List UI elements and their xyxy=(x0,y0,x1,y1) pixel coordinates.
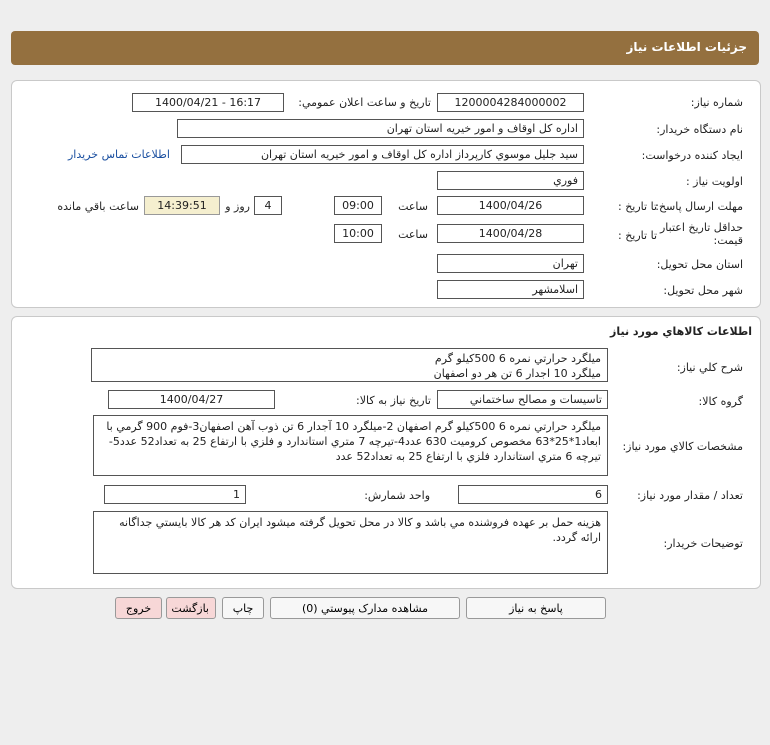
deadline-until-label: تا تاريخ : xyxy=(618,200,657,213)
buyer-label: نام دستگاه خريدار: xyxy=(656,123,743,136)
exit-button[interactable]: خروج xyxy=(115,597,162,619)
summary-label: شرح کلي نياز: xyxy=(676,361,743,374)
buyer-notes-field: هزينه حمل بر عهده فروشنده مي باشد و کالا در محل تحويل گرفته ميشود ايران کد هر کالا بايستي جداگانه ارائه گردد. xyxy=(93,511,608,574)
summary-line-2: ميلگرد 10 اجدار 6 تن هر دو اصفهان xyxy=(433,367,601,380)
announce-date-field: 1400/04/21 - 16:17 xyxy=(132,93,284,112)
creator-label: ايجاد کننده درخواست: xyxy=(641,149,743,162)
province-label: استان محل تحويل: xyxy=(656,258,743,271)
quantity-label: تعداد / مقدار مورد نياز: xyxy=(637,489,743,502)
summary-field xyxy=(91,348,608,382)
need-date-field: 1400/04/27 xyxy=(108,390,275,409)
unit-field: 1 xyxy=(104,485,246,504)
buyer-contact-link[interactable]: اطلاعات تماس خريدار xyxy=(68,148,170,161)
goods-group-label: گروه کالا: xyxy=(698,395,743,408)
need-date-label: تاريخ نياز به کالا: xyxy=(356,394,431,407)
remaining-label: ساعت باقي مانده xyxy=(57,200,139,213)
price-validity-label: حداقل تاريخ اعتبار قيمت: xyxy=(659,221,743,247)
deadline-time-field: 09:00 xyxy=(334,196,382,215)
quantity-field: 6 xyxy=(458,485,608,504)
view-attachments-button[interactable]: مشاهده مدارک پيوستي (0) xyxy=(270,597,460,619)
priority-field: فوري xyxy=(437,171,584,190)
validity-date-field: 1400/04/28 xyxy=(437,224,584,243)
province-field: تهران xyxy=(437,254,584,273)
goods-group-field: تاسيسات و مصالح ساختماني xyxy=(437,390,608,409)
remaining-time-field: 14:39:51 xyxy=(144,196,220,215)
summary-line-1: ميلگرد حرارتي نمره 6 500کيلو گرم xyxy=(434,352,601,365)
need-number-label: شماره نياز: xyxy=(690,96,743,109)
page-header xyxy=(11,31,759,65)
creator-field: سيد جليل موسوي کارپرداز اداره کل اوقاف و امور خيريه استان تهران xyxy=(181,145,584,164)
deadline-date-field: 1400/04/26 xyxy=(437,196,584,215)
goods-section-title: اطلاعات کالاهاي مورد نياز xyxy=(610,325,752,338)
need-details-panel xyxy=(11,80,761,308)
deadline-time-label: ساعت xyxy=(398,200,428,213)
need-number-field: 1200004284000002 xyxy=(437,93,584,112)
remaining-days-field: 4 xyxy=(254,196,282,215)
buyer-field: اداره کل اوقاف و امور خيريه استان تهران xyxy=(177,119,584,138)
specs-field: ميلگرد حرارتي نمره 6 500کيلو گرم اصفهان 2-ميلگرد 10 آجدار 6 تن ذوب آهن اصفهان3-فوم 900 گرمي با ابعاد1*25*63 مخصوص کروميت 630 عدد4-تيرچه 7 متري استاندارد و فلزي با ارتفاع 25 به تعداد52 عدد5-تيرچه 6 متري استاندارد فلزي با ارتفاع 25 به تعداد52 عدد xyxy=(93,415,608,476)
city-label: شهر محل تحويل: xyxy=(663,284,743,297)
reply-to-need-button[interactable]: پاسخ به نياز xyxy=(466,597,606,619)
unit-label: واحد شمارش: xyxy=(364,489,430,502)
specs-label: مشخصات کالاي مورد نياز: xyxy=(622,440,743,453)
priority-label: اولويت نياز : xyxy=(685,175,743,188)
print-button[interactable]: چاپ xyxy=(222,597,264,619)
days-label: روز و xyxy=(225,200,250,213)
page-title: جزئيات اطلاعات نياز xyxy=(626,40,747,54)
announce-date-label: تاريخ و ساعت اعلان عمومي: xyxy=(298,96,431,109)
deadline-label: مهلت ارسال پاسخ: xyxy=(655,200,743,213)
buyer-notes-label: توضيحات خريدار: xyxy=(663,537,743,550)
back-button[interactable]: بازگشت xyxy=(166,597,216,619)
validity-time-field: 10:00 xyxy=(334,224,382,243)
validity-time-label: ساعت xyxy=(398,228,428,241)
validity-until-label: تا تاريخ : xyxy=(618,229,657,242)
city-field: اسلامشهر xyxy=(437,280,584,299)
